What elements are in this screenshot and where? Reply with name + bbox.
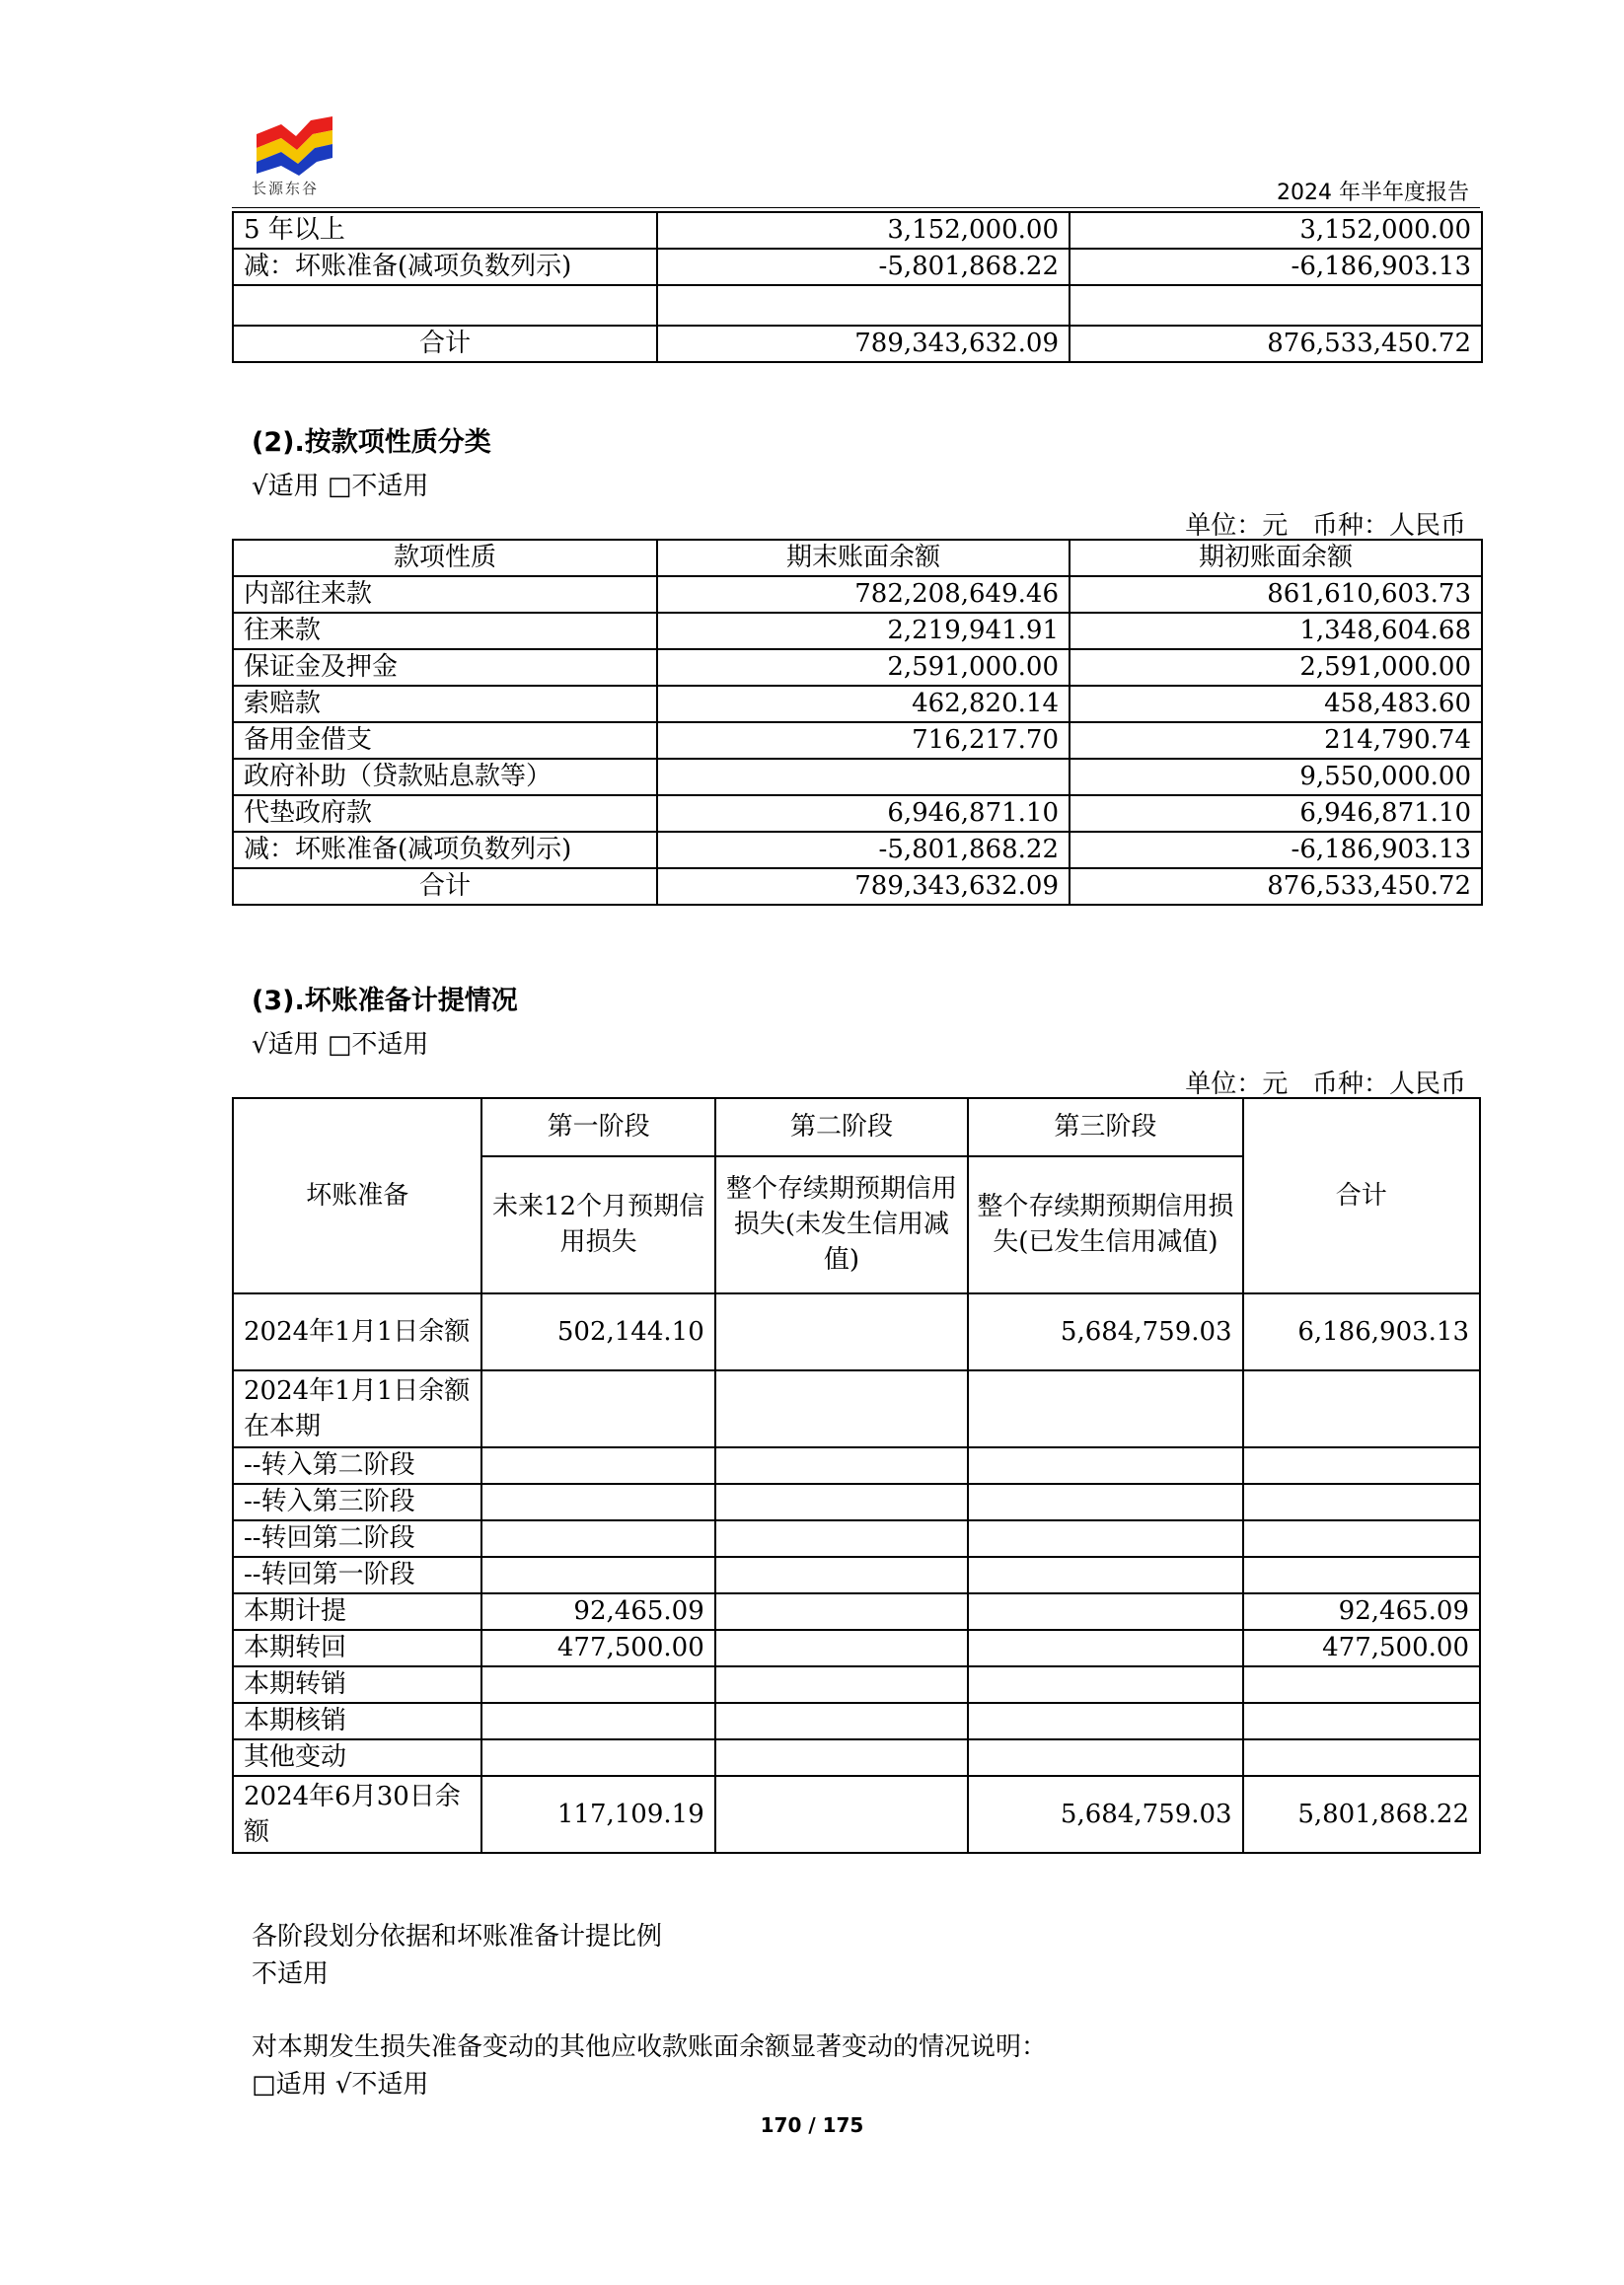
stage2-value xyxy=(715,1370,968,1447)
row-label: 本期转回 xyxy=(233,1630,481,1666)
stage3-value xyxy=(968,1447,1242,1484)
row-label: 合计 xyxy=(233,326,657,362)
header-divider xyxy=(232,207,1480,208)
stage3-value xyxy=(968,1484,1242,1520)
column-header: 坏账准备 xyxy=(233,1098,481,1293)
stage1-value: 502,144.10 xyxy=(481,1293,714,1370)
stage1-value xyxy=(481,1447,714,1484)
stage1-value xyxy=(481,1666,714,1703)
section3-unit: 单位：元 币种：人民币 xyxy=(1185,1069,1466,1099)
column-header: 款项性质 xyxy=(233,540,657,576)
end-balance: 2,219,941.91 xyxy=(657,613,1070,649)
end-balance: 6,946,871.10 xyxy=(657,795,1070,832)
change-applicability: □适用 √不适用 xyxy=(252,2070,429,2100)
row-label: --转回第一阶段 xyxy=(233,1557,481,1593)
row-label: --转回第二阶段 xyxy=(233,1520,481,1557)
table-row xyxy=(233,613,1482,649)
stage3-value xyxy=(968,1630,1242,1666)
end-balance xyxy=(657,285,1070,326)
column-subheader: 整个存续期预期信用损失(未发生信用减值) xyxy=(715,1156,968,1293)
begin-balance: 458,483.60 xyxy=(1070,686,1482,722)
end-balance: 782,208,649.46 xyxy=(657,576,1070,613)
change-title: 对本期发生损失准备变动的其他应收款账面余额显著变动的情况说明： xyxy=(252,2032,1048,2062)
stage1-value xyxy=(481,1557,714,1593)
total-value xyxy=(1243,1557,1480,1593)
stage1-value: 477,500.00 xyxy=(481,1630,714,1666)
row-label: 2024年1月1日余额 xyxy=(233,1293,481,1370)
report-title: 2024 年半年度报告 xyxy=(1277,181,1469,205)
table-row xyxy=(233,868,1482,905)
end-balance: 3,152,000.00 xyxy=(657,212,1070,249)
stage2-value xyxy=(715,1484,968,1520)
stage3-value xyxy=(968,1739,1242,1776)
row-label: 本期计提 xyxy=(233,1593,481,1630)
begin-balance: 3,152,000.00 xyxy=(1070,212,1482,249)
begin-balance: 1,348,604.68 xyxy=(1070,613,1482,649)
stage2-value xyxy=(715,1557,968,1593)
bad-debt-provision-table xyxy=(232,1097,1481,1854)
begin-balance xyxy=(1070,285,1482,326)
stage1-value: 92,465.09 xyxy=(481,1593,714,1630)
table-row xyxy=(233,212,1482,249)
row-label: 合计 xyxy=(233,868,657,905)
stage1-value xyxy=(481,1520,714,1557)
row-label: 5 年以上 xyxy=(233,212,657,249)
total-value xyxy=(1243,1520,1480,1557)
table-row xyxy=(233,1739,1480,1776)
column-header: 期初账面余额 xyxy=(1070,540,1482,576)
begin-balance: -6,186,903.13 xyxy=(1070,832,1482,868)
stage3-value xyxy=(968,1593,1242,1630)
table-row xyxy=(233,649,1482,686)
table-row xyxy=(233,1630,1480,1666)
stage2-value xyxy=(715,1593,968,1630)
table-row xyxy=(233,1484,1480,1520)
row-label: 减：坏账准备(减项负数列示) xyxy=(233,832,657,868)
stage3-value xyxy=(968,1557,1242,1593)
row-label: 索赔款 xyxy=(233,686,657,722)
table-row xyxy=(233,285,1482,326)
begin-balance: -6,186,903.13 xyxy=(1070,249,1482,285)
row-label: 本期核销 xyxy=(233,1703,481,1739)
begin-balance: 2,591,000.00 xyxy=(1070,649,1482,686)
table-header-row xyxy=(233,540,1482,576)
page-number: 170 / 175 xyxy=(760,2113,864,2137)
begin-balance: 6,946,871.10 xyxy=(1070,795,1482,832)
row-label: 政府补助（贷款贴息款等） xyxy=(233,759,657,795)
total-value: 92,465.09 xyxy=(1243,1593,1480,1630)
table-row xyxy=(233,1703,1480,1739)
total-value: 5,801,868.22 xyxy=(1243,1776,1480,1853)
stage2-value xyxy=(715,1776,968,1853)
end-balance: 789,343,632.09 xyxy=(657,868,1070,905)
stage1-value xyxy=(481,1370,714,1447)
begin-balance: 861,610,603.73 xyxy=(1070,576,1482,613)
stage2-value xyxy=(715,1630,968,1666)
table-header-row xyxy=(233,1098,1480,1156)
stage2-value xyxy=(715,1666,968,1703)
table-row xyxy=(233,1557,1480,1593)
stage3-value: 5,684,759.03 xyxy=(968,1293,1242,1370)
stage3-value: 5,684,759.03 xyxy=(968,1776,1242,1853)
row-label: 减：坏账准备(减项负数列示) xyxy=(233,249,657,285)
table-row xyxy=(233,686,1482,722)
stage3-value xyxy=(968,1703,1242,1739)
table-row xyxy=(233,832,1482,868)
stage1-value xyxy=(481,1739,714,1776)
table-row xyxy=(233,1370,1480,1447)
begin-balance: 214,790.74 xyxy=(1070,722,1482,759)
end-balance: -5,801,868.22 xyxy=(657,249,1070,285)
table-row xyxy=(233,795,1482,832)
logo-text: 长源东谷 xyxy=(252,180,320,197)
section2-heading: (2).按款项性质分类 xyxy=(252,427,491,458)
row-label: 2024年1月1日余额在本期 xyxy=(233,1370,481,1447)
column-header: 第二阶段 xyxy=(715,1098,968,1156)
table-row xyxy=(233,576,1482,613)
basis-value: 不适用 xyxy=(252,1959,330,1989)
total-value: 477,500.00 xyxy=(1243,1630,1480,1666)
table-row xyxy=(233,759,1482,795)
stage1-value xyxy=(481,1703,714,1739)
column-header: 第一阶段 xyxy=(481,1098,714,1156)
total-value xyxy=(1243,1666,1480,1703)
end-balance: 2,591,000.00 xyxy=(657,649,1070,686)
end-balance: 462,820.14 xyxy=(657,686,1070,722)
column-header: 期末账面余额 xyxy=(657,540,1070,576)
row-label: --转入第三阶段 xyxy=(233,1484,481,1520)
section2-unit: 单位：元 币种：人民币 xyxy=(1185,511,1466,541)
stage2-value xyxy=(715,1293,968,1370)
basis-title: 各阶段划分依据和坏账准备计提比例 xyxy=(252,1922,663,1952)
total-value xyxy=(1243,1484,1480,1520)
nature-classification-table xyxy=(232,539,1483,906)
column-header: 合计 xyxy=(1243,1098,1480,1293)
stage2-value xyxy=(715,1739,968,1776)
section3-applicability: √适用 □不适用 xyxy=(252,1030,429,1060)
table-row xyxy=(233,1447,1480,1484)
row-label: 其他变动 xyxy=(233,1739,481,1776)
table-row xyxy=(233,1593,1480,1630)
row-label: 2024年6月30日余额 xyxy=(233,1776,481,1853)
stage2-value xyxy=(715,1703,968,1739)
table-row xyxy=(233,326,1482,362)
total-value xyxy=(1243,1370,1480,1447)
company-logo xyxy=(252,116,340,199)
total-value xyxy=(1243,1447,1480,1484)
stage2-value xyxy=(715,1447,968,1484)
total-value xyxy=(1243,1703,1480,1739)
logo-icon xyxy=(252,116,340,176)
row-label xyxy=(233,285,657,326)
stage3-value xyxy=(968,1520,1242,1557)
end-balance xyxy=(657,759,1070,795)
stage1-value: 117,109.19 xyxy=(481,1776,714,1853)
row-label: 本期转销 xyxy=(233,1666,481,1703)
end-balance: -5,801,868.22 xyxy=(657,832,1070,868)
row-label: 内部往来款 xyxy=(233,576,657,613)
stage3-value xyxy=(968,1666,1242,1703)
column-subheader: 未来12个月预期信用损失 xyxy=(481,1156,714,1293)
column-header: 第三阶段 xyxy=(968,1098,1242,1156)
column-subheader: 整个存续期预期信用损失(已发生信用减值) xyxy=(968,1156,1242,1293)
begin-balance: 876,533,450.72 xyxy=(1070,868,1482,905)
total-value: 6,186,903.13 xyxy=(1243,1293,1480,1370)
begin-balance: 9,550,000.00 xyxy=(1070,759,1482,795)
begin-balance: 876,533,450.72 xyxy=(1070,326,1482,362)
end-balance: 716,217.70 xyxy=(657,722,1070,759)
end-balance: 789,343,632.09 xyxy=(657,326,1070,362)
total-value xyxy=(1243,1739,1480,1776)
table-row xyxy=(233,1520,1480,1557)
stage1-value xyxy=(481,1484,714,1520)
section3-heading: (3).坏账准备计提情况 xyxy=(252,986,518,1016)
section2-applicability: √适用 □不适用 xyxy=(252,472,429,501)
stage3-value xyxy=(968,1370,1242,1447)
table-row xyxy=(233,1666,1480,1703)
table-row xyxy=(233,1293,1480,1370)
row-label: --转入第二阶段 xyxy=(233,1447,481,1484)
row-label: 代垫政府款 xyxy=(233,795,657,832)
row-label: 往来款 xyxy=(233,613,657,649)
stage2-value xyxy=(715,1520,968,1557)
table-row xyxy=(233,249,1482,285)
table-row xyxy=(233,1776,1480,1853)
row-label: 保证金及押金 xyxy=(233,649,657,686)
aging-table-continued xyxy=(232,211,1483,363)
table-row xyxy=(233,722,1482,759)
row-label: 备用金借支 xyxy=(233,722,657,759)
